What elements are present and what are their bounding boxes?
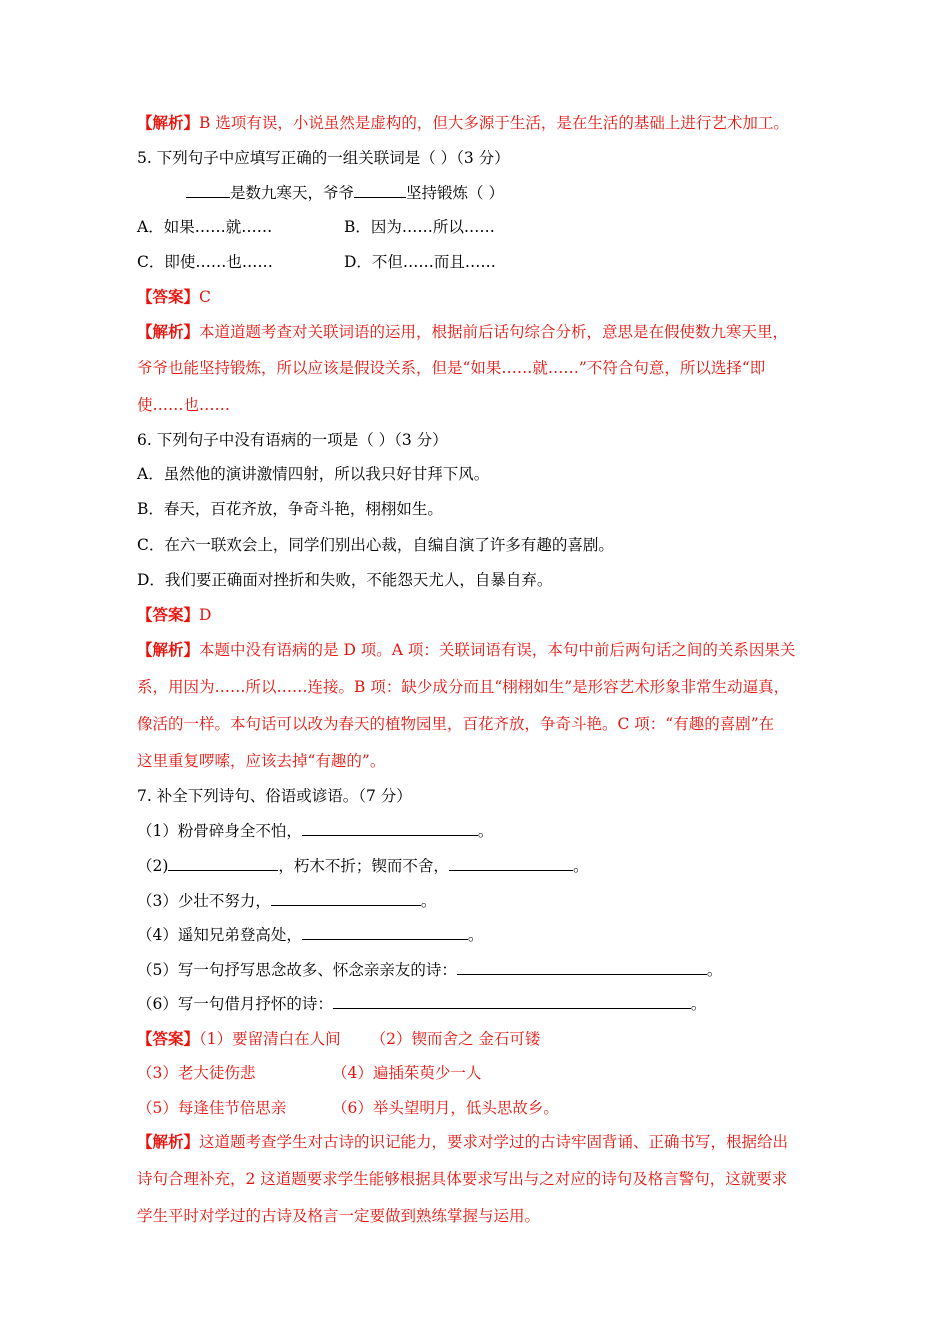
sentence-part: 坚持锻炼（ ）: [406, 184, 504, 202]
fill-blank: [333, 994, 691, 1009]
q5-analysis-line1: [137, 322, 850, 342]
q6-option-c: C．在六一联欢会上，同学们别出心裁，自编自演了许多有趣的喜剧。: [137, 536, 614, 554]
q7-analysis-line1: [137, 1132, 850, 1152]
answer-5: （5）每逢佳节倍思亲: [137, 1099, 287, 1117]
q5-sentence: [186, 183, 850, 203]
analysis-text: 本道道题考查对关联词语的运用，根据前后话句综合分析，意思是在假使数九寒天里，: [199, 323, 789, 341]
q6-option-d: D．我们要正确面对挫折和失败，不能怨天尤人，自暴自弃。: [137, 571, 553, 589]
answer-3: （3）老大徒伤悲: [137, 1064, 256, 1082]
analysis-tag: 【解析】: [137, 1132, 200, 1151]
option-a: A．如果……就……: [137, 218, 273, 236]
fill-blank: [354, 183, 406, 198]
item-period: 。: [420, 892, 437, 910]
q6-option-b: B．春天，百花齐放，争奇斗艳，栩栩如生。: [137, 500, 443, 518]
analysis-text: 这道题考查学生对古诗的识记能力，要求对学过的古诗牢固背诵、正确书写，根据给出: [199, 1133, 789, 1151]
fill-blank: [457, 960, 707, 975]
option-c: C．即使……也……: [137, 253, 273, 271]
item-text: （3）少壮不努力，: [137, 892, 271, 910]
answer-tag: 【答案】: [137, 605, 200, 624]
analysis-text: 本题中没有语病的是 D 项。A 项：关联词语有误，本句中前后两句话之间的关系因果关: [199, 641, 796, 659]
analysis-tag: 【解析】: [137, 113, 200, 132]
fill-blank: [168, 856, 278, 871]
q7-item1: [137, 821, 850, 841]
fill-blank: [302, 821, 478, 836]
answer-text: D: [199, 606, 212, 624]
q7-item6: [137, 994, 850, 1014]
answer-4: （4）遍插茱萸少一人: [332, 1064, 482, 1082]
item-period: 。: [477, 822, 494, 840]
answer-2: （2）锲而舍之 金石可镂: [370, 1030, 541, 1048]
option-d: D．不但……而且……: [344, 253, 496, 271]
fill-blank: [186, 183, 230, 198]
q5-stem: 5. 下列句子中应填写正确的一组关联词是（ ）（3 分）: [137, 149, 510, 167]
q4-analysis: [137, 113, 850, 133]
q6-stem: 6. 下列句子中没有语病的一项是（ ）（3 分）: [137, 431, 448, 449]
answer-text: C: [199, 288, 211, 306]
q7-item5: [137, 960, 850, 980]
q7-stem: 7. 补全下列诗句、俗语或谚语。（7 分）: [137, 787, 412, 805]
answer-tag: 【答案】: [137, 1029, 200, 1048]
fill-blank: [449, 856, 573, 871]
analysis-text: B 选项有误，小说虽然是虚构的，但大多源于生活，是在生活的基础上进行艺术加工。: [199, 114, 789, 132]
item-text: （1）粉骨碎身全不怕，: [137, 822, 302, 840]
item-period: 。: [690, 995, 707, 1013]
fill-blank: [302, 925, 468, 940]
item-text: （6）写一句借月抒怀的诗：: [137, 995, 333, 1013]
item-text: （4）遥知兄弟登高处，: [137, 926, 302, 944]
q7-item4: [137, 925, 850, 945]
q5-answer: [137, 287, 850, 307]
option-b: B．因为……所以……: [344, 218, 495, 236]
q7-answer-row2: [137, 1063, 850, 1083]
q5-analysis-line3: 使……也……: [137, 396, 231, 414]
q6-analysis-line1: [137, 640, 850, 660]
item-text: （5）写一句抒写思念故多、怀念亲亲友的诗：: [137, 961, 457, 979]
fill-blank: [271, 891, 421, 906]
q6-analysis-line4: 这里重复啰嗦，应该去掉“有趣的”。: [137, 752, 386, 770]
item-text: ，朽木不折；锲而不舍，: [278, 857, 449, 875]
q5-analysis-line2: 爷爷也能坚持锻炼，所以应该是假设关系，但是“如果……就……”不符合句意，所以选择“即: [137, 359, 766, 377]
q6-analysis-line2: 系，用因为……所以……连接。B 项：缺少成分而且“栩栩如生”是形容艺术形象非常生动逼真，: [137, 678, 790, 696]
answer-6: （6）举头望明月，低头思故乡。: [332, 1099, 559, 1117]
analysis-tag: 【解析】: [137, 322, 200, 341]
q7-analysis-line3: 学生平时对学过的古诗及格言一定要做到熟练掌握与运用。: [137, 1207, 541, 1225]
q7-analysis-line2: 诗句合理补充，2 这道题要求学生能够根据具体要求写出与之对应的诗句及格言警句，这就要求: [137, 1170, 788, 1188]
q6-option-a: A．虽然他的演讲激情四射，所以我只好甘拜下风。: [137, 465, 490, 483]
sentence-part: 是数九寒天，爷爷: [230, 184, 355, 202]
q6-answer: [137, 605, 850, 625]
item-text: （2): [137, 857, 169, 875]
item-period: 。: [467, 926, 484, 944]
q7-item2: [137, 856, 850, 876]
answer-1: （1）要留清白在人间: [199, 1030, 341, 1048]
item-period: 。: [572, 857, 589, 875]
q7-item3: [137, 891, 850, 911]
analysis-tag: 【解析】: [137, 640, 200, 659]
item-period: 。: [706, 961, 723, 979]
q5-options-row2: [137, 252, 850, 272]
q6-analysis-line3: 像活的一样。本句话可以改为春天的植物园里，百花齐放，争奇斗艳。C 项：“有趣的喜剧”在: [137, 715, 775, 733]
q7-answer-row3: [137, 1098, 850, 1118]
answer-tag: 【答案】: [137, 287, 200, 306]
q7-answer-row1: [137, 1029, 850, 1049]
q5-options-row1: [137, 217, 850, 237]
